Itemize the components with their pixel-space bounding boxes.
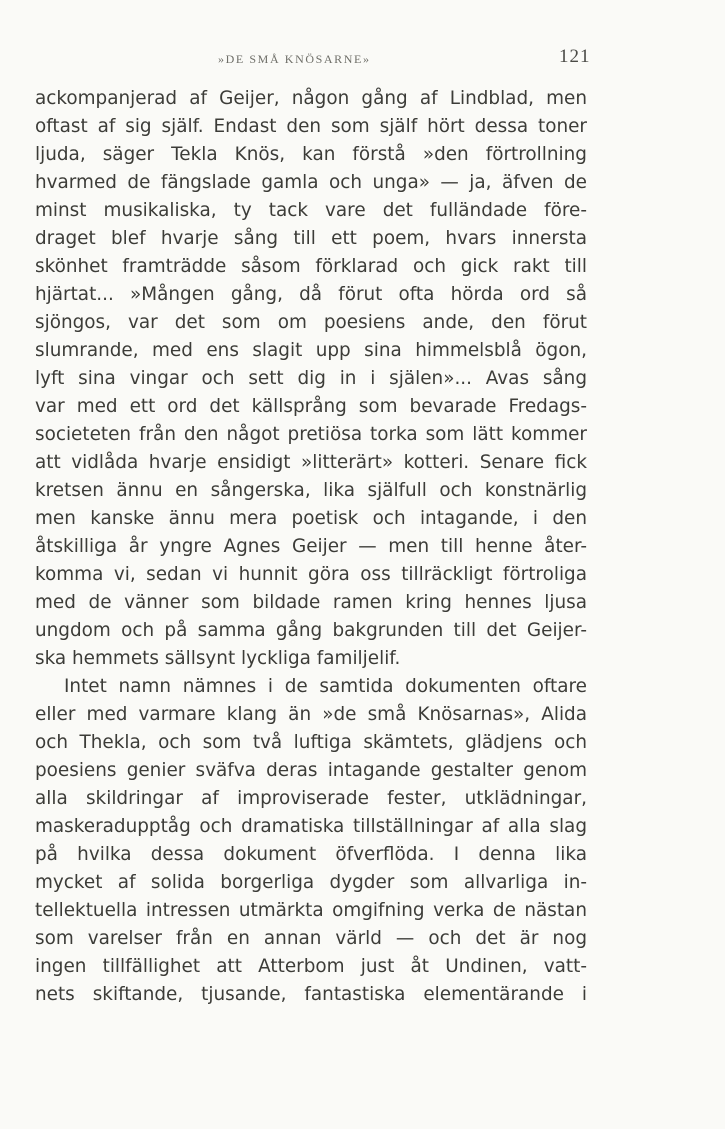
text-line: skönhet framträdde såsom förklarad och gick rakt till	[35, 256, 587, 277]
text-line: ljuda, säger Tekla Knös, kan förstå »den förtrollning	[35, 144, 587, 165]
text-line: societeten från den något pretiösa torka som lätt kommer	[35, 424, 587, 445]
text-line: som varelser från en annan värld — och det är nog	[35, 928, 587, 949]
text-line: oftast af sig själf. Endast den som själf hört dessa toner	[35, 116, 587, 137]
running-head: »DE SMÅ KNÖSARNE»	[218, 52, 371, 66]
text-line: sjöngos, var det som om poesiens ande, den förut	[35, 312, 587, 333]
text-line: slumrande, med ens slagit upp sina himmelsblå ögon,	[35, 340, 587, 361]
text-line: och Thekla, och som två luftiga skämtets, glädjens och	[35, 732, 587, 753]
text-line: Intet namn nämnes i de samtida dokumenten oftare	[64, 676, 587, 697]
text-line: ackompanjerad af Geijer, någon gång af Lindblad, men	[35, 88, 587, 109]
text-line: maskeradupptåg och dramatiska tillställningar af alla slag	[35, 816, 587, 837]
text-line: komma vi, sedan vi hunnit göra oss tillräckligt förtroliga	[35, 564, 587, 585]
page-number: 121	[559, 46, 591, 67]
text-line: men kanske ännu mera poetisk och intagande, i den	[35, 508, 587, 529]
text-line: draget blef hvarje sång till ett poem, hvars innersta	[35, 228, 587, 249]
text-line: att vidlåda hvarje ensidigt »litterärt» kotteri. Senare fick	[35, 452, 587, 473]
text-line: nets skiftande, tjusande, fantastiska elementärande i	[35, 984, 587, 1005]
text-line: alla skildringar af improviserade fester, utklädningar,	[35, 788, 587, 809]
text-line: eller med varmare klang än »de små Knösarnas», Alida	[35, 704, 587, 725]
text-line: lyft sina vingar och sett dig in i själen»... Avas sång	[35, 368, 587, 389]
text-line: mycket af solida borgerliga dygder som allvarliga in-	[35, 872, 587, 893]
text-line: hjärtat... »Mången gång, då förut ofta hörda ord så	[35, 284, 587, 305]
text-line: kretsen ännu en sångerska, lika själfull och konstnärlig	[35, 480, 587, 501]
text-line: ingen tillfällighet att Atterbom just åt Undinen, vatt-	[35, 956, 587, 977]
text-line: åtskilliga år yngre Agnes Geijer — men till henne åter-	[35, 536, 587, 557]
text-line: hvarmed de fängslade gamla och unga» — ja, äfven de	[35, 172, 587, 193]
text-line: med de vänner som bildade ramen kring hennes ljusa	[35, 592, 587, 613]
text-line: poesiens genier sväfva deras intagande gestalter genom	[35, 760, 587, 781]
text-line: ungdom och på samma gång bakgrunden till det Geijer-	[35, 620, 587, 641]
text-line: på hvilka dessa dokument öfverflöda. I denna lika	[35, 844, 587, 865]
text-line: minst musikaliska, ty tack vare det fulländade före-	[35, 200, 587, 221]
text-line: tellektuella intressen utmärkta omgifning verka de nästan	[35, 900, 587, 921]
text-line: ska hemmets sällsynt lyckliga familjelif.	[35, 648, 401, 669]
text-line: var med ett ord det källsprång som bevarade Fredags-	[35, 396, 587, 417]
